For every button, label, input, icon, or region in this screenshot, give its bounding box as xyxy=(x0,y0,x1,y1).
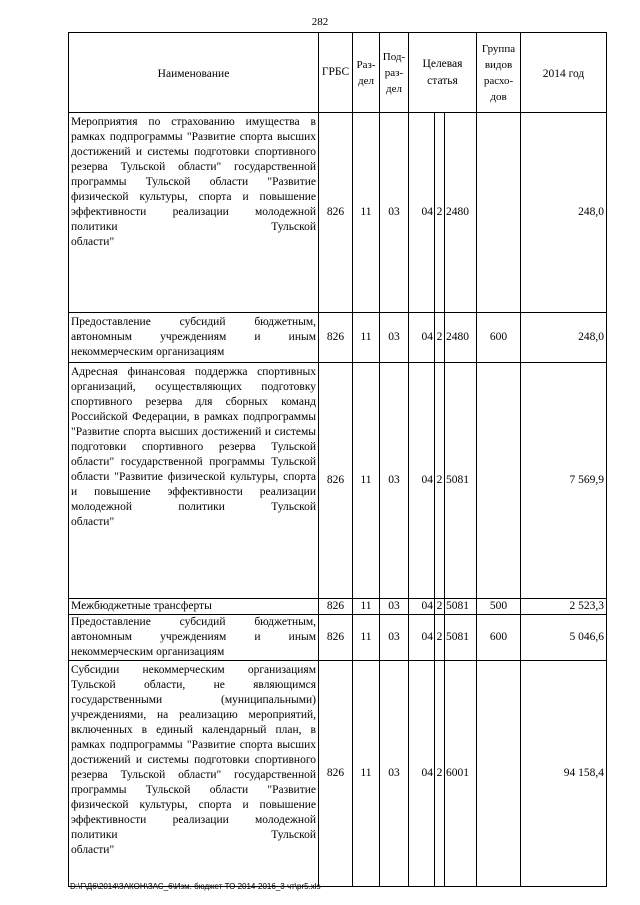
table-row xyxy=(69,113,607,313)
row-razdel: 11 xyxy=(353,599,380,615)
row-name: Субсидии некоммерческим организациям Тульской области, не являющимся государственными (муниципальными) учреждениями, на реализацию мероприятий, включенных в единый календарный план, в рамках подпрограммы "Развитие спорта высших достижений и системы подготовки спортивного резерва Тульской области" государственной программы Тульской области "Развитие физической культуры, спорта и повышение эффективности реализации молодежной политики Тульской области" xyxy=(69,661,319,887)
row-podrazdel: 03 xyxy=(380,363,409,599)
table-row xyxy=(69,313,607,363)
row-group: 600 xyxy=(477,615,521,661)
row-target-part2: 2 xyxy=(435,113,445,313)
row-target-part2: 2 xyxy=(435,661,445,887)
header-razdel: Раз- дел xyxy=(353,33,380,113)
row-razdel: 11 xyxy=(353,113,380,313)
row-podrazdel: 03 xyxy=(380,113,409,313)
row-name: Предоставление субсидий бюджетным, автономным учреждениям и иным некоммерческим организациям xyxy=(69,313,319,363)
footer-file-path: D:\Г\Д6\2014\ЗАКОН\ЗАС_6\Изм. бюджет ТО 2014-2016_3 чт\pr5.xls xyxy=(70,882,321,891)
row-group xyxy=(477,113,521,313)
header-year: 2014 год xyxy=(521,33,607,113)
row-target-part2: 2 xyxy=(435,615,445,661)
page-number: 282 xyxy=(311,16,329,28)
row-target-part1: 04 xyxy=(409,313,435,363)
row-grbs: 826 xyxy=(319,661,353,887)
row-target-part2: 2 xyxy=(435,363,445,599)
table-header-row xyxy=(69,33,607,113)
row-podrazdel: 03 xyxy=(380,599,409,615)
row-target-part1: 04 xyxy=(409,661,435,887)
row-target-part1: 04 xyxy=(409,113,435,313)
row-group: 500 xyxy=(477,599,521,615)
row-name: Мероприятия по страхованию имущества в рамках подпрограммы "Развитие спорта высших достижений и системы подготовки спортивного резерва Тульской области" государственной программы Тульской области "Развитие физической культуры, спорта и повышение эффективности реализации молодежной политики Тульской области" xyxy=(69,113,319,313)
row-podrazdel: 03 xyxy=(380,615,409,661)
header-podrazdel: Под- раз- дел xyxy=(380,33,409,113)
row-target-part3: 6001 xyxy=(445,661,477,887)
row-podrazdel: 03 xyxy=(380,313,409,363)
row-target-part3: 5081 xyxy=(445,363,477,599)
table-row xyxy=(69,363,607,599)
table-row xyxy=(69,599,607,615)
table-row xyxy=(69,615,607,661)
row-razdel: 11 xyxy=(353,615,380,661)
header-name: Наименование xyxy=(69,33,319,113)
row-podrazdel: 03 xyxy=(380,661,409,887)
row-amount: 5 046,6 xyxy=(521,615,607,661)
row-amount: 2 523,3 xyxy=(521,599,607,615)
row-group xyxy=(477,363,521,599)
row-razdel: 11 xyxy=(353,661,380,887)
row-target-part3: 2480 xyxy=(445,113,477,313)
row-target-part1: 04 xyxy=(409,615,435,661)
row-name: Предоставление субсидий бюджетным, автономным учреждениям и иным некоммерческим организациям xyxy=(69,615,319,661)
row-target-part3: 2480 xyxy=(445,313,477,363)
row-grbs: 826 xyxy=(319,313,353,363)
row-razdel: 11 xyxy=(353,313,380,363)
row-target-part1: 04 xyxy=(409,363,435,599)
header-target: Целевая статья xyxy=(409,33,477,113)
row-group xyxy=(477,661,521,887)
budget-table xyxy=(68,32,607,887)
row-amount: 94 158,4 xyxy=(521,661,607,887)
row-grbs: 826 xyxy=(319,363,353,599)
row-name: Межбюджетные трансферты xyxy=(69,599,319,615)
row-target-part2: 2 xyxy=(435,313,445,363)
row-razdel: 11 xyxy=(353,363,380,599)
row-group: 600 xyxy=(477,313,521,363)
row-target-part1: 04 xyxy=(409,599,435,615)
header-group: Группа видов расхо- дов xyxy=(477,33,521,113)
row-amount: 248,0 xyxy=(521,113,607,313)
row-amount: 7 569,9 xyxy=(521,363,607,599)
header-grbs: ГРБС xyxy=(319,33,353,113)
row-target-part3: 5081 xyxy=(445,615,477,661)
row-target-part2: 2 xyxy=(435,599,445,615)
row-target-part3: 5081 xyxy=(445,599,477,615)
table-row xyxy=(69,661,607,887)
row-amount: 248,0 xyxy=(521,313,607,363)
row-grbs: 826 xyxy=(319,615,353,661)
row-name: Адресная финансовая поддержка спортивных организаций, осуществляющих подготовку спортивного резерва для сборных команд Российской Федерации, в рамках подпрограммы "Развитие спорта высших достижений и системы подготовки спортивного резерва Тульской области" государственной программы Тульской области "Развитие физической культуры, спорта и повышение эффективности реализации молодежной политики Тульской области" xyxy=(69,363,319,599)
row-grbs: 826 xyxy=(319,113,353,313)
row-grbs: 826 xyxy=(319,599,353,615)
